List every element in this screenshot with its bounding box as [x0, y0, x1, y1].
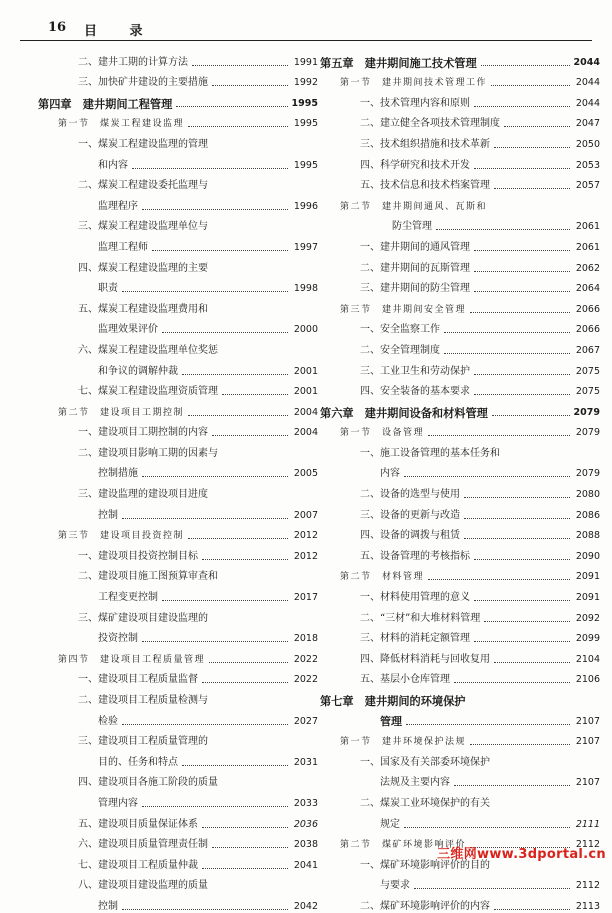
toc-entry	[320, 501, 600, 522]
toc-entry-title: 工程变更控制	[98, 592, 158, 604]
dot-leader	[444, 352, 570, 354]
toc-entry-title: 一、技术管理内容和原则	[360, 97, 470, 109]
toc-entry-title: 五、设备管理的考核指标	[360, 550, 470, 562]
toc-entry-title: 第二节 建井期间通风、瓦斯和	[340, 201, 488, 212]
dot-leader	[474, 105, 570, 107]
toc-entry-title: 二、建设项目影响工期的因素与	[78, 447, 218, 459]
toc-entry-title: 六、煤炭工程建设监理单位奖惩	[78, 344, 218, 356]
dot-leader	[491, 84, 570, 86]
toc-entry	[38, 707, 318, 728]
toc-page-number: 2042	[293, 900, 318, 912]
dot-leader	[492, 414, 570, 416]
toc-entry-title: 第一节 煤炭工程建设监理	[58, 119, 185, 130]
toc-page-number: 2091	[575, 592, 600, 604]
toc-entry-title: 四、设备的调拨与租赁	[360, 530, 460, 542]
dot-leader	[202, 681, 288, 683]
dot-leader	[444, 331, 570, 333]
toc-entry-title: 二、设备的选型与使用	[360, 489, 460, 501]
dot-leader	[132, 167, 288, 169]
dot-leader	[494, 908, 570, 910]
toc-entry	[38, 831, 318, 852]
toc-entry-title: 一、安全监察工作	[360, 324, 440, 336]
toc-entry-title: 二、建设项目施工图预算审查和	[78, 571, 218, 583]
toc-page-number: 2079	[575, 427, 600, 439]
toc-entry	[38, 233, 318, 254]
toc-entry-title: 控制	[98, 509, 118, 521]
toc-entry	[320, 69, 600, 90]
watermark: 三维网www.3dportal.cn	[437, 847, 606, 862]
dot-leader	[428, 578, 570, 580]
toc-entry-title: 监理程序	[98, 200, 138, 212]
toc-entry-title: 五、基层小仓库管理	[360, 674, 450, 686]
toc-entry	[38, 439, 318, 460]
toc-entry-title: 七、建设项目工程质量仲裁	[78, 859, 198, 871]
toc-entry	[320, 686, 600, 707]
toc-entry	[320, 460, 600, 481]
toc-entry-title: 规定	[380, 818, 400, 830]
dot-leader	[142, 475, 288, 477]
toc-entry	[320, 398, 600, 419]
dot-leader	[202, 826, 288, 828]
toc-entry	[320, 769, 600, 790]
toc-entry	[320, 892, 600, 913]
toc-entry	[38, 769, 318, 790]
toc-page-number: 2017	[293, 592, 318, 604]
toc-entry	[38, 130, 318, 151]
toc-entry	[320, 110, 600, 131]
toc-page-number: 2080	[575, 489, 600, 501]
dot-leader	[182, 373, 288, 375]
dot-leader	[122, 290, 288, 292]
toc-page-number: 2047	[575, 118, 600, 130]
toc-entry-title: 管理内容	[98, 797, 138, 809]
toc-entry-title: 四、安全装备的基本要求	[360, 386, 470, 398]
toc-entry	[38, 336, 318, 357]
dot-leader	[474, 373, 570, 375]
toc-entry	[38, 748, 318, 769]
toc-page-number: 2053	[575, 159, 600, 171]
toc-entry-title: 四、降低材料消耗与回收复用	[360, 653, 490, 665]
toc-entry-title: 三、建设监理的建设项目进度	[78, 489, 208, 501]
toc-entry-title: 一、施工设备管理的基本任务和	[360, 447, 500, 459]
toc-entry-title: 职责	[98, 283, 118, 295]
toc-entry-title: 第三节 建井期间安全管理	[340, 304, 467, 315]
dot-leader	[212, 84, 288, 86]
toc-entry-title: 一、建设项目投资控制目标	[78, 550, 198, 562]
toc-page-number: 2112	[575, 839, 600, 851]
toc-entry	[320, 192, 600, 213]
dot-leader	[176, 105, 287, 107]
toc-entry	[320, 275, 600, 296]
toc-entry-title: 一、国家及有关部委环境保护	[360, 756, 490, 768]
dot-leader	[122, 723, 288, 725]
toc-page-number: 1991	[293, 56, 318, 68]
dot-leader	[454, 681, 570, 683]
dot-leader	[474, 599, 570, 601]
toc-page-number: 2107	[575, 715, 600, 727]
dot-leader	[464, 517, 570, 519]
toc-page-number: 2075	[575, 365, 600, 377]
toc-entry-title: 第一节 建井期间技术管理工作	[340, 78, 488, 89]
dot-leader	[202, 558, 288, 560]
running-title: 目 录	[84, 24, 157, 39]
toc-entry	[320, 522, 600, 543]
toc-entry	[38, 192, 318, 213]
toc-page-number: 2004	[293, 427, 318, 439]
toc-page-number: 2079	[575, 468, 600, 480]
toc-page-number: 2038	[293, 839, 318, 851]
toc-page-number: 2041	[293, 859, 318, 871]
toc-entry-title: 二、煤炭工程建设委托监理与	[78, 180, 208, 192]
toc-page-number: 2075	[575, 386, 600, 398]
toc-entry	[320, 707, 600, 728]
toc-entry	[38, 728, 318, 749]
toc-page-number: 2113	[575, 900, 600, 912]
toc-entry	[320, 810, 600, 831]
dot-leader	[494, 146, 570, 148]
toc-entry	[38, 254, 318, 275]
toc-page-number: 1998	[293, 283, 318, 295]
toc-entry-title: 二、煤矿环境影响评价的内容	[360, 900, 490, 912]
dot-leader	[494, 661, 570, 663]
toc-entry	[38, 151, 318, 172]
toc-entry-title: 控制措施	[98, 468, 138, 480]
toc-page-number: 2111	[575, 818, 600, 830]
dot-leader	[202, 867, 288, 869]
toc-entry-title: 四、煤炭工程建设监理的主要	[78, 262, 208, 274]
toc-entry-title: 第一节 建井环境保护法规	[340, 737, 467, 748]
toc-entry-title: 和内容	[98, 159, 128, 171]
toc-entry-title: 第五章 建井期间施工技术管理	[320, 55, 477, 70]
toc-entry	[320, 542, 600, 563]
toc-entry-title: 一、材料使用管理的意义	[360, 592, 470, 604]
dot-leader	[474, 249, 570, 251]
dot-leader	[474, 558, 570, 560]
dot-leader	[474, 167, 570, 169]
toc-entry	[320, 295, 600, 316]
toc-page-number: 1995	[293, 118, 318, 130]
toc-entry-title: 三、建井期间的防尘管理	[360, 283, 470, 295]
toc-page-number: 2033	[293, 797, 318, 809]
dot-leader	[142, 640, 288, 642]
toc-entry	[320, 378, 600, 399]
toc-entry	[38, 89, 318, 110]
dot-leader	[414, 887, 570, 889]
toc-entry-title: 三、工业卫生和劳动保护	[360, 365, 470, 377]
toc-page-number: 2086	[575, 509, 600, 521]
toc-entry	[320, 872, 600, 893]
toc-page-number: 2079	[573, 406, 600, 418]
dot-leader	[406, 723, 570, 725]
toc-entry	[38, 275, 318, 296]
toc-page-number: 1995	[293, 159, 318, 171]
toc-page-number: 2107	[575, 777, 600, 789]
toc-entry	[320, 151, 600, 172]
toc-entry-title: 二、建立健全各项技术管理制度	[360, 118, 500, 130]
toc-page-number: 2090	[575, 550, 600, 562]
toc-entry-title: 和争议的调解仲裁	[98, 365, 178, 377]
toc-entry-title: 一、建设项目工期控制的内容	[78, 427, 208, 439]
toc-entry	[38, 501, 318, 522]
toc-page-number: 2022	[293, 674, 318, 686]
toc-page-number: 2091	[575, 571, 600, 583]
toc-entry	[38, 69, 318, 90]
toc-entry-title: 六、建设项目质量管理责任制	[78, 839, 208, 851]
toc-page-number: 2092	[575, 612, 600, 624]
toc-page-number: 2067	[575, 344, 600, 356]
dot-leader	[152, 249, 288, 251]
toc-page-number: 2004	[293, 406, 318, 418]
toc-page-number: 2062	[575, 262, 600, 274]
toc-entry	[38, 378, 318, 399]
toc-entry-title: 一、建设项目工程质量监督	[78, 674, 198, 686]
toc-entry-title: 监理工程师	[98, 241, 148, 253]
toc-entry-title: 第二节 煤矿环境影响评价	[340, 840, 467, 851]
toc-page-number: 2012	[293, 550, 318, 562]
toc-entry-title: 四、科学研究和技术开发	[360, 159, 470, 171]
toc-page-number: 2044	[573, 56, 600, 68]
toc-page-number: 2106	[575, 674, 600, 686]
toc-entry-title: 第四节 建设项目工程质量管理	[58, 654, 206, 665]
toc-entry-title: 二、安全管理制度	[360, 344, 440, 356]
toc-page-number: 2007	[293, 509, 318, 521]
toc-entry	[320, 172, 600, 193]
toc-entry	[38, 480, 318, 501]
toc-entry	[320, 583, 600, 604]
toc-entry	[38, 213, 318, 234]
toc-page-number: 1995	[291, 97, 318, 109]
toc-page-number: 2066	[575, 324, 600, 336]
toc-entry	[320, 666, 600, 687]
dot-leader	[188, 125, 288, 127]
dot-leader	[162, 331, 288, 333]
toc-entry	[38, 666, 318, 687]
toc-page-number: 2061	[575, 241, 600, 253]
toc-entry-title: 防尘管理	[392, 221, 432, 233]
toc-entry	[38, 872, 318, 893]
toc-entry-title: 监理效果评价	[98, 324, 158, 336]
toc-entry	[320, 728, 600, 749]
toc-entry	[38, 398, 318, 419]
dot-leader	[481, 64, 570, 66]
toc-entry-title: 五、建设项目质量保证体系	[78, 818, 198, 830]
dot-leader	[182, 764, 288, 766]
toc-entry-title: 控制	[98, 900, 118, 912]
toc-entry-title: 第六章 建井期间设备和材料管理	[320, 405, 488, 420]
toc-entry	[38, 625, 318, 646]
toc-entry-title: 三、煤矿建设项目建设监理的	[78, 612, 208, 624]
dot-leader	[142, 208, 288, 210]
toc-entry	[38, 295, 318, 316]
toc-entry	[320, 748, 600, 769]
toc-page-number: 2050	[575, 138, 600, 150]
toc-page-number: 2012	[293, 530, 318, 542]
dot-leader	[404, 475, 570, 477]
toc-page-number: 2104	[575, 653, 600, 665]
dot-leader	[470, 743, 570, 745]
dot-leader	[454, 784, 570, 786]
toc-entry-title: 二、建设项目工程质量检测与	[78, 695, 208, 706]
toc-entry-title: 三、设备的更新与改造	[360, 509, 460, 521]
toc-entry-title: 目的、任务和特点	[98, 756, 178, 768]
toc-entry	[320, 336, 600, 357]
toc-entry	[320, 357, 600, 378]
toc-entry	[38, 542, 318, 563]
toc-page-number: 2088	[575, 530, 600, 542]
toc-page-number: 2000	[293, 324, 318, 336]
dot-leader	[212, 434, 288, 436]
toc-entry	[320, 480, 600, 501]
toc-entry	[320, 789, 600, 810]
toc-entry-title: 三、建设项目工程质量管理的	[78, 736, 208, 748]
toc-entry	[38, 172, 318, 193]
toc-entry	[320, 316, 600, 337]
toc-entry-title: 三、技术组织措施和技术革新	[360, 138, 490, 150]
toc-page-number: 2099	[575, 633, 600, 645]
toc-entry	[320, 89, 600, 110]
toc-entry	[38, 810, 318, 831]
toc-entry-title: 二、煤炭工业环境保护的有关	[360, 797, 490, 809]
toc-entry	[38, 460, 318, 481]
toc-page-number: 2005	[293, 468, 318, 480]
dot-leader	[142, 805, 288, 807]
toc-entry	[320, 645, 600, 666]
toc-entry	[38, 789, 318, 810]
toc-entry-title: 管理	[380, 714, 402, 728]
dot-leader	[436, 228, 570, 230]
toc-entry-title: 三、加快矿井建设的主要措施	[78, 77, 208, 89]
toc-entry	[320, 625, 600, 646]
toc-entry-title: 八、建设项目建设监理的质量	[78, 880, 208, 892]
toc-entry-title: 七、煤炭工程建设监理资质管理	[78, 386, 218, 398]
toc-entry	[38, 316, 318, 337]
toc-entry	[38, 851, 318, 872]
dot-leader	[209, 661, 288, 663]
dot-leader	[188, 537, 288, 539]
dot-leader	[222, 393, 288, 395]
toc-entry	[38, 563, 318, 584]
toc-entry-title: 第三节 建设项目投资控制	[58, 531, 185, 542]
toc-entry-title: 一、建井期间的通风管理	[360, 241, 470, 253]
toc-entry	[320, 419, 600, 440]
toc-entry-title: 投资控制	[98, 633, 138, 645]
dot-leader	[464, 496, 570, 498]
toc-entry	[320, 254, 600, 275]
toc-entry	[38, 604, 318, 625]
dot-leader	[474, 393, 570, 395]
toc-entry-title: 法规及主要内容	[380, 777, 450, 789]
toc-entry-title: 五、煤炭工程建设监理费用和	[78, 303, 208, 315]
toc-entry-title: 内容	[380, 468, 400, 480]
toc-page-number: 1996	[293, 200, 318, 212]
toc-page-number: 2066	[575, 303, 600, 315]
toc-entry-title: 一、煤矿环境影响评价的目的	[360, 859, 490, 871]
toc-entry-title: 四、建设项目各施工阶段的质量	[78, 777, 218, 789]
toc-left-column	[38, 48, 318, 913]
dot-leader	[494, 187, 570, 189]
toc-page-number: 2022	[293, 653, 318, 665]
toc-entry-title: 三、材料的消耗定额管理	[360, 633, 470, 645]
toc-page-number: 2061	[575, 221, 600, 233]
dot-leader	[474, 290, 570, 292]
toc-entry	[320, 604, 600, 625]
toc-entry	[38, 645, 318, 666]
dot-leader	[162, 599, 288, 601]
dot-leader	[470, 311, 570, 313]
toc-entry	[320, 130, 600, 151]
toc-entry	[38, 686, 318, 707]
toc-entry	[320, 233, 600, 254]
dot-leader	[192, 64, 288, 66]
toc-page-number: 2064	[575, 283, 600, 295]
toc-entry	[38, 419, 318, 440]
toc-entry-title: 检验	[98, 715, 118, 727]
toc-entry-title: 第七章 建井期间的环境保护	[320, 694, 466, 708]
dot-leader	[484, 620, 570, 622]
toc-entry-title: 二、建井期间的瓦斯管理	[360, 262, 470, 274]
toc-entry	[38, 48, 318, 69]
toc-entry	[38, 583, 318, 604]
dot-leader	[428, 434, 570, 436]
dot-leader	[122, 517, 288, 519]
toc-entry	[320, 213, 600, 234]
toc-entry-title: 一、煤炭工程建设监理的管理	[78, 138, 208, 150]
toc-page-number: 2036	[293, 818, 318, 830]
dot-leader	[404, 826, 570, 828]
toc-page-number: 2018	[293, 633, 318, 645]
toc-entry	[38, 522, 318, 543]
toc-entry	[320, 439, 600, 460]
toc-entry-title: 第四章 建井期间工程管理	[38, 96, 173, 111]
toc-page-number: 1997	[293, 241, 318, 253]
toc-page-number: 2044	[575, 77, 600, 89]
dot-leader	[474, 640, 570, 642]
dot-leader	[464, 537, 570, 539]
dot-leader	[474, 270, 570, 272]
toc-page-number: 2112	[575, 880, 600, 892]
toc-page-number: 1992	[293, 77, 318, 89]
toc-entry	[320, 48, 600, 69]
toc-page-number: 2027	[293, 715, 318, 727]
toc-entry	[38, 892, 318, 913]
toc-right-column	[320, 48, 600, 913]
toc-entry-title: 第二节 建设项目工期控制	[58, 407, 185, 418]
toc-entry-title: 二、建井工期的计算方法	[78, 56, 188, 68]
toc-entry-title: 第一节 设备管理	[340, 428, 425, 439]
toc-entry	[320, 563, 600, 584]
page-number: 16	[48, 20, 67, 35]
page-header	[20, 14, 592, 41]
toc-page-number: 2031	[293, 756, 318, 768]
toc-entry	[38, 357, 318, 378]
toc-entry-title: 二、“三材”和大堆材料管理	[360, 612, 481, 624]
dot-leader	[122, 908, 288, 910]
toc-page-number: 2001	[293, 386, 318, 398]
toc-entry	[38, 110, 318, 131]
toc-page-number: 2044	[575, 97, 600, 109]
toc-entry-title: 第二节 材料管理	[340, 572, 425, 583]
dot-leader	[188, 414, 288, 416]
toc-page-number: 2001	[293, 365, 318, 377]
toc-page-number: 2107	[575, 736, 600, 748]
toc-entry-title: 五、技术信息和技术档案管理	[360, 180, 490, 192]
toc-entry-title: 与要求	[380, 880, 410, 892]
dot-leader	[504, 125, 570, 127]
toc-entry-title: 三、煤炭工程建设监理单位与	[78, 221, 208, 233]
toc-page-number: 2057	[575, 180, 600, 192]
dot-leader	[212, 846, 288, 848]
